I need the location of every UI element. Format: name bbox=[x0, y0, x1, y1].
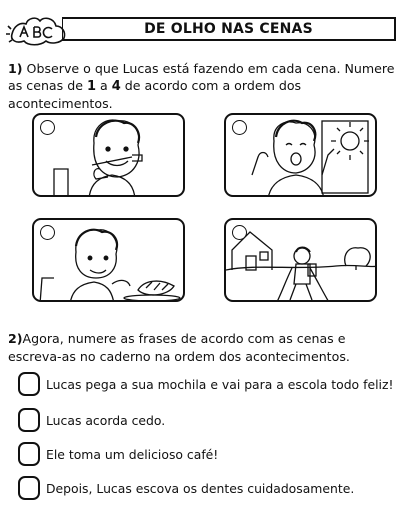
scene-going-to-school bbox=[224, 218, 377, 302]
question-1-from: 1 bbox=[86, 79, 97, 94]
scene-number-circle[interactable] bbox=[40, 225, 55, 240]
question-1-number: 1) bbox=[8, 61, 23, 76]
number-box[interactable] bbox=[18, 408, 40, 432]
option-1-text: Lucas pega a sua mochila e vai para a escola todo feliz! bbox=[46, 376, 394, 392]
scene-waking-up bbox=[224, 113, 377, 197]
scene-number-circle[interactable] bbox=[232, 120, 247, 135]
brushing-illustration bbox=[34, 115, 185, 197]
number-box[interactable] bbox=[18, 372, 40, 396]
option-3-text: Ele toma um delicioso café! bbox=[46, 446, 219, 462]
question-1 bbox=[8, 60, 402, 112]
scene-number-circle[interactable] bbox=[40, 120, 55, 135]
scene-breakfast bbox=[32, 218, 185, 302]
option-4 bbox=[18, 474, 354, 502]
question-2-number: 2) bbox=[8, 331, 23, 346]
question-1-to: 4 bbox=[111, 79, 121, 94]
scene-brushing-teeth bbox=[32, 113, 185, 197]
option-1 bbox=[18, 370, 393, 398]
question-2-text: Agora, numere as frases de acordo com as cenas e escreva-as no caderno na ordem dos acontecimentos. bbox=[8, 331, 350, 364]
question-1-text-b: de acordo com a ordem dos acontecimentos. bbox=[8, 78, 302, 111]
option-2 bbox=[18, 406, 165, 434]
school-illustration bbox=[226, 220, 377, 302]
question-1-text-a: Observe o que Lucas está fazendo em cada cena. Numere as cenas de bbox=[8, 61, 395, 93]
breakfast-illustration bbox=[34, 220, 185, 302]
question-1-between: a bbox=[96, 78, 112, 93]
waking-illustration bbox=[226, 115, 377, 197]
option-3 bbox=[18, 440, 218, 468]
option-2-text: Lucas acorda cedo. bbox=[46, 412, 166, 428]
question-2 bbox=[8, 330, 402, 366]
page-title: DE OLHO NAS CENAS bbox=[62, 17, 396, 41]
scene-number-circle[interactable] bbox=[232, 225, 247, 240]
option-4-text: Depois, Lucas escova os dentes cuidadosamente. bbox=[46, 480, 355, 496]
number-box[interactable] bbox=[18, 442, 40, 466]
number-box[interactable] bbox=[18, 476, 40, 500]
